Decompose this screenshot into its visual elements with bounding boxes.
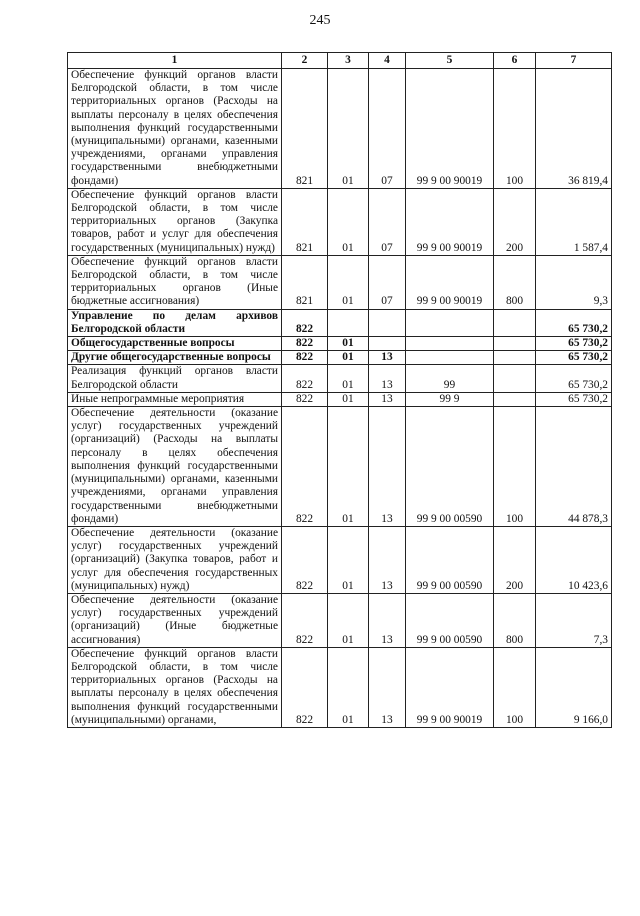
expense-type-cell bbox=[494, 365, 536, 392]
description-cell: Реализация функций органов власти Белгородской области bbox=[68, 365, 282, 392]
header-cell-3: 3 bbox=[328, 53, 369, 69]
admin-code-cell: 822 bbox=[282, 526, 328, 593]
admin-code-cell: 821 bbox=[282, 255, 328, 309]
admin-code-cell: 822 bbox=[282, 351, 328, 365]
header-cell-6: 6 bbox=[494, 53, 536, 69]
admin-code-cell: 822 bbox=[282, 309, 328, 336]
target-item-cell: 99 9 00 90019 bbox=[406, 69, 494, 189]
budget-table bbox=[67, 52, 612, 728]
admin-code-cell: 822 bbox=[282, 407, 328, 527]
header-cell-2: 2 bbox=[282, 53, 328, 69]
amount-cell: 10 423,6 bbox=[536, 526, 612, 593]
admin-code-cell: 822 bbox=[282, 337, 328, 351]
section-cell: 01 bbox=[328, 351, 369, 365]
table-row bbox=[68, 188, 612, 255]
table-row bbox=[68, 69, 612, 189]
subsection-cell bbox=[369, 337, 406, 351]
target-item-cell: 99 bbox=[406, 365, 494, 392]
table-row bbox=[68, 593, 612, 647]
admin-code-cell: 822 bbox=[282, 392, 328, 406]
header-cell-1: 1 bbox=[68, 53, 282, 69]
subsection-cell: 13 bbox=[369, 392, 406, 406]
description-cell: Обеспечение функций органов власти Белгородской области, в том числе территориальных органов (Иные бюджетные ассигнования) bbox=[68, 255, 282, 309]
expense-type-cell bbox=[494, 351, 536, 365]
amount-cell: 9,3 bbox=[536, 255, 612, 309]
subsection-cell: 13 bbox=[369, 351, 406, 365]
header-cell-5: 5 bbox=[406, 53, 494, 69]
amount-cell: 65 730,2 bbox=[536, 337, 612, 351]
table-row bbox=[68, 407, 612, 527]
expense-type-cell: 800 bbox=[494, 593, 536, 647]
description-cell: Обеспечение функций органов власти Белгородской области, в том числе территориальных органов (Расходы на выплаты персоналу в целях обеспечения выполнения функций государственными (муниципальными) органами, казенными учреждениями, органами управления государственными внебюджетными фондами) bbox=[68, 69, 282, 189]
table-row bbox=[68, 526, 612, 593]
admin-code-cell: 822 bbox=[282, 647, 328, 727]
target-item-cell bbox=[406, 309, 494, 336]
header-cell-7: 7 bbox=[536, 53, 612, 69]
subsection-cell: 13 bbox=[369, 647, 406, 727]
target-item-cell: 99 9 00 90019 bbox=[406, 255, 494, 309]
expense-type-cell: 100 bbox=[494, 69, 536, 189]
table-row bbox=[68, 309, 612, 336]
description-cell: Обеспечение функций органов власти Белгородской области, в том числе территориальных органов (Закупка товаров, работ и услуг для обеспечения государственных (муниципальных) нужд) bbox=[68, 188, 282, 255]
amount-cell: 44 878,3 bbox=[536, 407, 612, 527]
amount-cell: 7,3 bbox=[536, 593, 612, 647]
table-row bbox=[68, 392, 612, 406]
section-cell: 01 bbox=[328, 593, 369, 647]
admin-code-cell: 822 bbox=[282, 593, 328, 647]
admin-code-cell: 821 bbox=[282, 69, 328, 189]
table-row bbox=[68, 365, 612, 392]
target-item-cell: 99 9 00 00590 bbox=[406, 593, 494, 647]
subsection-cell: 07 bbox=[369, 255, 406, 309]
section-cell: 01 bbox=[328, 526, 369, 593]
section-cell: 01 bbox=[328, 255, 369, 309]
description-cell: Обеспечение функций органов власти Белгородской области, в том числе территориальных органов (Расходы на выплаты персоналу в целях обеспечения выполнения функций государственными (муниципальными) органами, bbox=[68, 647, 282, 727]
subsection-cell: 07 bbox=[369, 188, 406, 255]
admin-code-cell: 821 bbox=[282, 188, 328, 255]
description-cell: Общегосударственные вопросы bbox=[68, 337, 282, 351]
section-cell: 01 bbox=[328, 337, 369, 351]
table-row bbox=[68, 351, 612, 365]
subsection-cell: 13 bbox=[369, 407, 406, 527]
expense-type-cell bbox=[494, 392, 536, 406]
expense-type-cell: 200 bbox=[494, 526, 536, 593]
description-cell: Другие общегосударственные вопросы bbox=[68, 351, 282, 365]
target-item-cell bbox=[406, 351, 494, 365]
section-cell: 01 bbox=[328, 407, 369, 527]
section-cell bbox=[328, 309, 369, 336]
description-cell: Иные непрограммные мероприятия bbox=[68, 392, 282, 406]
amount-cell: 65 730,2 bbox=[536, 309, 612, 336]
amount-cell: 1 587,4 bbox=[536, 188, 612, 255]
table-body bbox=[68, 69, 612, 728]
subsection-cell bbox=[369, 309, 406, 336]
description-cell: Обеспечение деятельности (оказание услуг) государственных учреждений (организаций) (Закупка товаров, работ и услуг для обеспечения государственных (муниципальных) нужд) bbox=[68, 526, 282, 593]
description-cell: Управление по делам архивов Белгородской области bbox=[68, 309, 282, 336]
header-cell-4: 4 bbox=[369, 53, 406, 69]
amount-cell: 65 730,2 bbox=[536, 365, 612, 392]
target-item-cell bbox=[406, 337, 494, 351]
amount-cell: 65 730,2 bbox=[536, 351, 612, 365]
target-item-cell: 99 9 00 90019 bbox=[406, 188, 494, 255]
subsection-cell: 07 bbox=[369, 69, 406, 189]
table-row bbox=[68, 337, 612, 351]
table-row bbox=[68, 255, 612, 309]
expense-type-cell bbox=[494, 309, 536, 336]
expense-type-cell: 100 bbox=[494, 647, 536, 727]
section-cell: 01 bbox=[328, 188, 369, 255]
section-cell: 01 bbox=[328, 365, 369, 392]
subsection-cell: 13 bbox=[369, 526, 406, 593]
amount-cell: 9 166,0 bbox=[536, 647, 612, 727]
page-number: 245 bbox=[309, 13, 331, 28]
subsection-cell: 13 bbox=[369, 593, 406, 647]
amount-cell: 65 730,2 bbox=[536, 392, 612, 406]
expense-type-cell bbox=[494, 337, 536, 351]
target-item-cell: 99 9 00 90019 bbox=[406, 647, 494, 727]
description-cell: Обеспечение деятельности (оказание услуг) государственных учреждений (организаций) (Расходы на выплаты персоналу в целях обеспечения выполнения функций государственными (муниципальными) органами, казенными учреждениями, органами управления государственными внебюджетными фондами) bbox=[68, 407, 282, 527]
section-cell: 01 bbox=[328, 647, 369, 727]
amount-cell: 36 819,4 bbox=[536, 69, 612, 189]
target-item-cell: 99 9 bbox=[406, 392, 494, 406]
subsection-cell: 13 bbox=[369, 365, 406, 392]
target-item-cell: 99 9 00 00590 bbox=[406, 407, 494, 527]
target-item-cell: 99 9 00 00590 bbox=[406, 526, 494, 593]
description-cell: Обеспечение деятельности (оказание услуг) государственных учреждений (организаций) (Иные бюджетные ассигнования) bbox=[68, 593, 282, 647]
expense-type-cell: 200 bbox=[494, 188, 536, 255]
expense-type-cell: 100 bbox=[494, 407, 536, 527]
table-row bbox=[68, 647, 612, 727]
section-cell: 01 bbox=[328, 69, 369, 189]
header-row bbox=[68, 53, 612, 69]
admin-code-cell: 822 bbox=[282, 365, 328, 392]
section-cell: 01 bbox=[328, 392, 369, 406]
expense-type-cell: 800 bbox=[494, 255, 536, 309]
